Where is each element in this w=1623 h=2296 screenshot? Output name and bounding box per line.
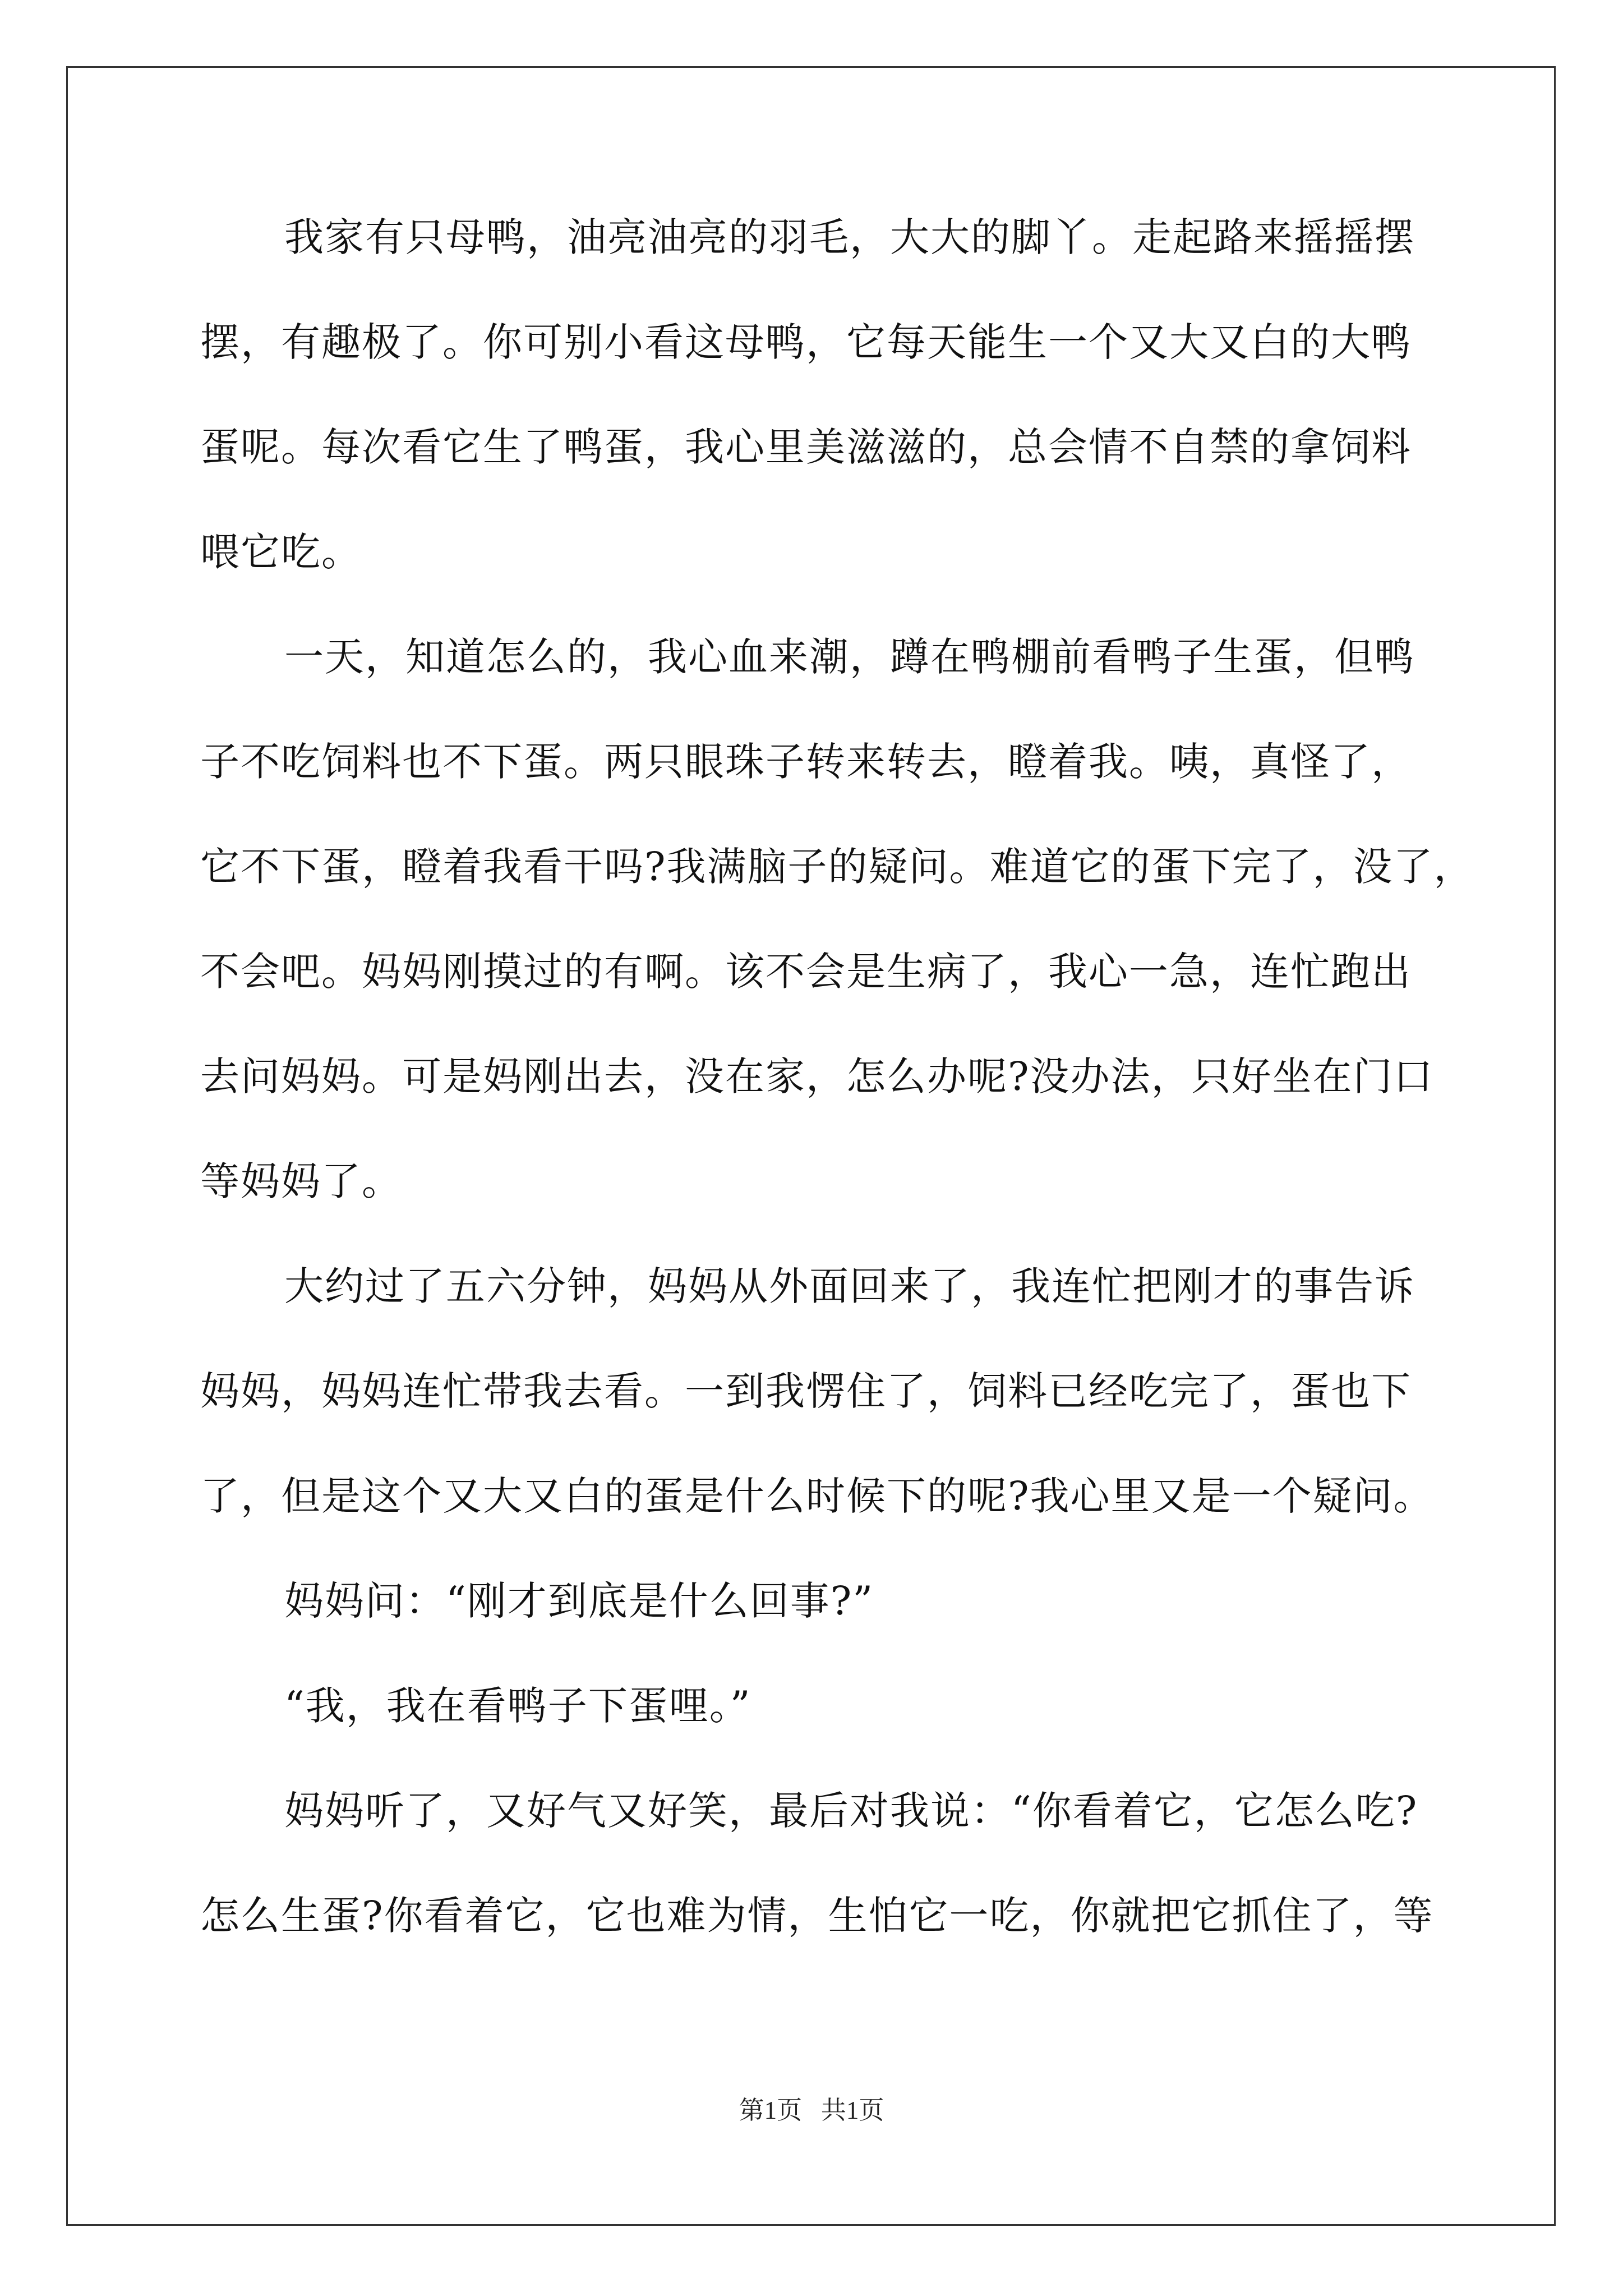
text-line: 蛋呢。每次看它生了鸭蛋，我心里美滋滋的，总会情不自禁的拿饲料 [200,424,1412,470]
text-line: 子不吃饲料也不下蛋。两只眼珠子转来转去，瞪着我。咦，真怪了， [200,739,1412,785]
text-line: 我家有只母鸭，油亮油亮的羽毛，大大的脚丫。走起路来摇摇摆 [284,214,1415,260]
text-line: 去问妈妈。可是妈刚出去，没在家，怎么办呢?没办法，只好坐在门口 [200,1053,1434,1099]
text-line: 摆，有趣极了。你可别小看这母鸭，它每天能生一个又大又白的大鸭 [200,319,1412,365]
text-line: 妈妈问：“刚才到底是什么回事?” [284,1578,874,1624]
text-line: 妈妈，妈妈连忙带我去看。一到我愣住了，饲料已经吃完了，蛋也下 [200,1368,1412,1414]
text-line: “我，我在看鸭子下蛋哩。” [284,1683,751,1729]
document-body [200,214,1474,2001]
text-line: 它不下蛋，瞪着我看干吗?我满脑子的疑问。难道它的蛋下完了，没了， [200,844,1474,890]
text-line: 了，但是这个又大又白的蛋是什么时候下的呢?我心里又是一个疑问。 [200,1473,1434,1519]
text-line: 一天，知道怎么的，我心血来潮，蹲在鸭棚前看鸭子生蛋，但鸭 [284,634,1415,680]
page-number-footer: 第1页 共1页 [739,2096,884,2124]
text-line: 妈妈听了，又好气又好笑，最后对我说：“你看着它，它怎么吃? [284,1788,1418,1834]
text-line: 等妈妈了。 [200,1158,402,1204]
text-line: 大约过了五六分钟，妈妈从外面回来了，我连忙把刚才的事告诉 [284,1263,1415,1309]
text-line: 喂它吃。 [200,529,362,575]
text-line: 怎么生蛋?你看着它，它也难为情，生怕它一吃，你就把它抓住了，等 [200,1893,1434,1939]
text-line: 不会吧。妈妈刚摸过的有啊。该不会是生病了，我心一急，连忙跑出 [200,949,1412,995]
